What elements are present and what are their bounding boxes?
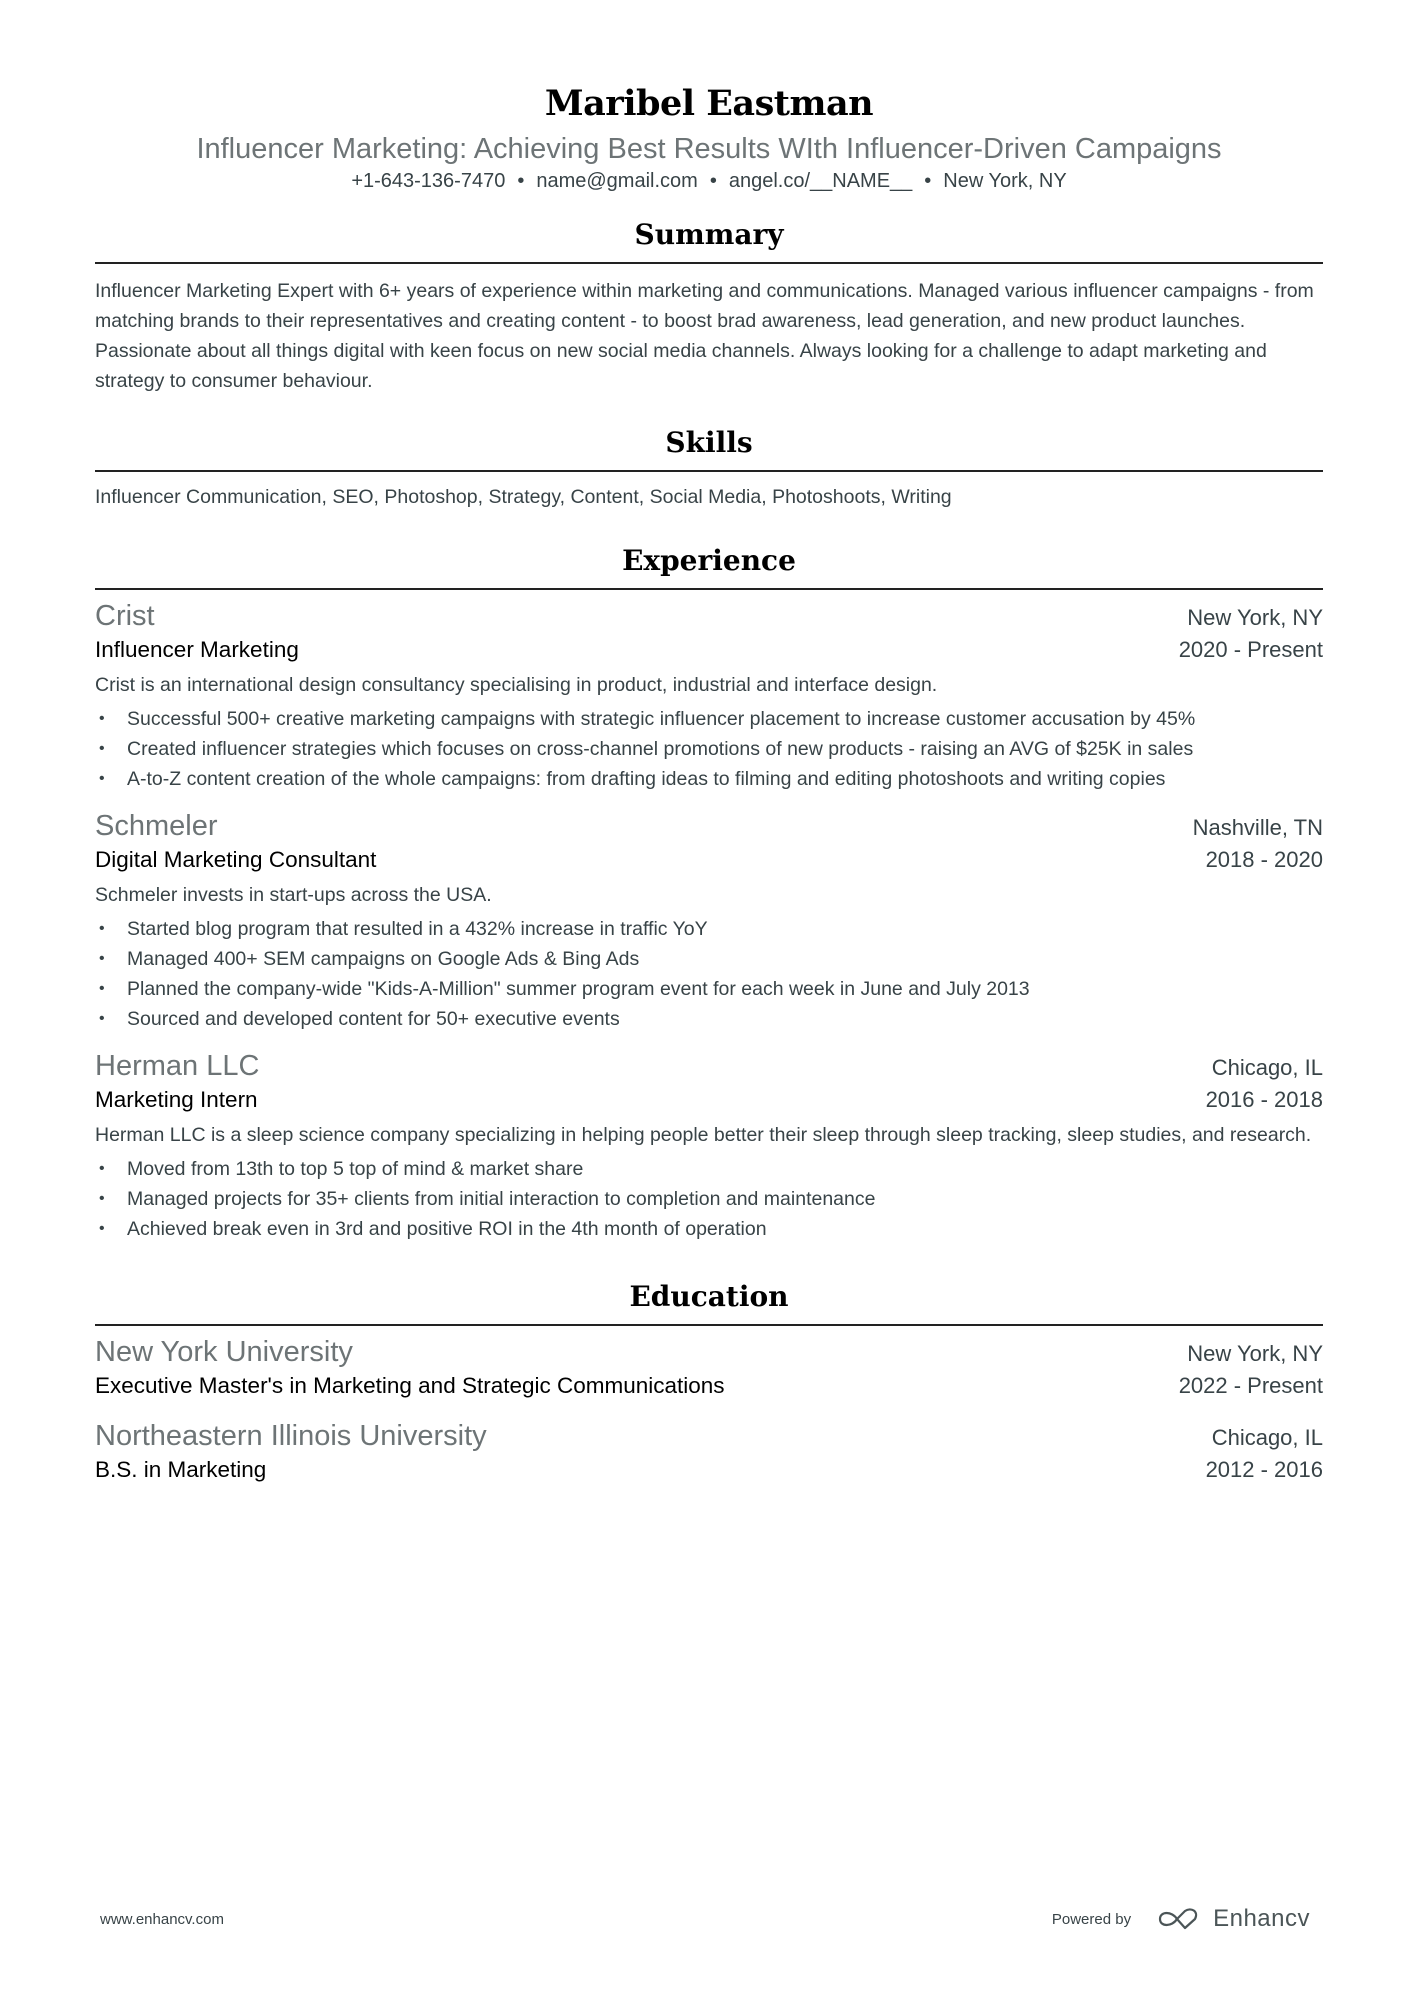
contact-location: New York, NY <box>943 170 1067 192</box>
company-description: Schmeler invests in start-ups across the USA. <box>95 884 492 906</box>
enhancv-logo-icon <box>1155 1907 1203 1931</box>
company-description: Herman LLC is a sleep science company specializing in helping people better their sleep through sleep tracking, sleep studies, and research. <box>95 1124 1312 1146</box>
education-entry <box>95 1418 1323 1486</box>
school-name: New York University <box>95 1336 353 1368</box>
contact-email[interactable]: name@gmail.com <box>536 170 698 192</box>
company-name: Herman LLC <box>95 1050 260 1082</box>
job-location: New York, NY <box>1187 605 1323 630</box>
contact-phone[interactable]: +1-643-136-7470 <box>351 170 506 192</box>
company-description: Crist is an international design consultancy specialising in product, industrial and interface design. <box>95 674 938 696</box>
page-footer <box>100 1905 1310 1933</box>
education-entry <box>95 1334 1323 1402</box>
achievement-item: • A-to-Z content creation of the whole campaigns: from drafting ideas to filming and editing photoshoots and writing copies <box>95 764 1323 794</box>
skills-section <box>95 426 1323 512</box>
job-title: Marketing Intern <box>95 1087 258 1112</box>
achievement-item: • Sourced and developed content for 50+ executive events <box>95 1004 1323 1034</box>
degree: B.S. in Marketing <box>95 1457 267 1482</box>
candidate-headline: Influencer Marketing: Achieving Best Results WIth Influencer-Driven Campaigns <box>196 133 1222 165</box>
separator: • <box>517 170 525 192</box>
job-location: Nashville, TN <box>1192 815 1323 840</box>
school-name: Northeastern Illinois University <box>95 1420 487 1452</box>
powered-by-label: Powered by <box>1051 1910 1132 1928</box>
section-title-experience: Experience <box>622 544 796 577</box>
footer-website-link[interactable]: www.enhancv.com <box>100 1910 224 1928</box>
school-location: Chicago, IL <box>1211 1425 1323 1450</box>
summary-section <box>95 218 1323 396</box>
experience-entry <box>95 808 1323 1034</box>
education-section <box>95 1280 1323 1486</box>
education-dates: 2022 - Present <box>1178 1373 1323 1398</box>
resume-page <box>95 0 1323 1486</box>
job-title: Digital Marketing Consultant <box>95 847 377 872</box>
achievement-item: • Successful 500+ creative marketing campaigns with strategic influencer placement to increase customer accusation by 45% <box>95 704 1323 734</box>
experience-entry <box>95 1048 1323 1244</box>
brand-name: Enhancv <box>1213 1905 1310 1932</box>
section-divider <box>95 1324 1323 1326</box>
job-location: Chicago, IL <box>1211 1055 1323 1080</box>
job-title: Influencer Marketing <box>95 637 299 662</box>
achievement-item: • Achieved break even in 3rd and positive ROI in the 4th month of operation <box>95 1214 1323 1244</box>
experience-section <box>95 544 1323 1244</box>
job-dates: 2016 - 2018 <box>1205 1087 1323 1112</box>
education-dates: 2012 - 2016 <box>1205 1457 1323 1482</box>
contact-link[interactable]: angel.co/__NAME__ <box>728 170 913 192</box>
achievement-item: • Managed 400+ SEM campaigns on Google Ads & Bing Ads <box>95 944 1323 974</box>
skills-text: Influencer Communication, SEO, Photoshop, Strategy, Content, Social Media, Photoshoots, Writing <box>95 486 952 508</box>
candidate-name: Maribel Eastman <box>544 83 874 124</box>
section-divider <box>95 470 1323 472</box>
experience-entry <box>95 598 1323 794</box>
resume-header <box>95 0 1323 194</box>
achievement-list <box>95 704 1323 794</box>
degree: Executive Master's in Marketing and Strategic Communications <box>95 1373 725 1398</box>
achievement-item: • Started blog program that resulted in a 432% increase in traffic YoY <box>95 914 1323 944</box>
achievement-item: • Managed projects for 35+ clients from initial interaction to completion and maintenance <box>95 1184 1323 1214</box>
separator: • <box>924 170 932 192</box>
section-title-education: Education <box>629 1280 789 1313</box>
section-divider <box>95 588 1323 590</box>
achievement-list <box>95 914 1323 1034</box>
achievement-item: • Created influencer strategies which focuses on cross-channel promotions of new products - raising an AVG of $25K in sales <box>95 734 1323 764</box>
achievement-item: • Moved from 13th to top 5 top of mind & market share <box>95 1154 1323 1184</box>
achievement-list <box>95 1154 1323 1244</box>
achievement-item: • Planned the company-wide "Kids-A-Million" summer program event for each week in June and July 2013 <box>95 974 1323 1004</box>
company-name: Crist <box>95 600 155 632</box>
brand-logo <box>1155 1905 1310 1933</box>
company-name: Schmeler <box>95 810 218 842</box>
summary-text: Influencer Marketing Expert with 6+ years of experience within marketing and communications. Managed various influencer campaigns - from matching brands to their representatives and creating content - to boost brad awareness, lead generation, and new product launches. Passionate about all things digital with keen focus on new social media channels. Always looking for a challenge to adapt marketing and strategy to consumer behaviour. <box>95 280 1314 392</box>
powered-by[interactable] <box>1052 1905 1310 1933</box>
job-dates: 2018 - 2020 <box>1205 847 1323 872</box>
separator: • <box>709 170 717 192</box>
section-title-skills: Skills <box>665 426 753 459</box>
contact-info <box>95 168 1323 194</box>
job-dates: 2020 - Present <box>1178 637 1323 662</box>
school-location: New York, NY <box>1187 1341 1323 1366</box>
section-divider <box>95 262 1323 264</box>
section-title-summary: Summary <box>634 218 784 251</box>
